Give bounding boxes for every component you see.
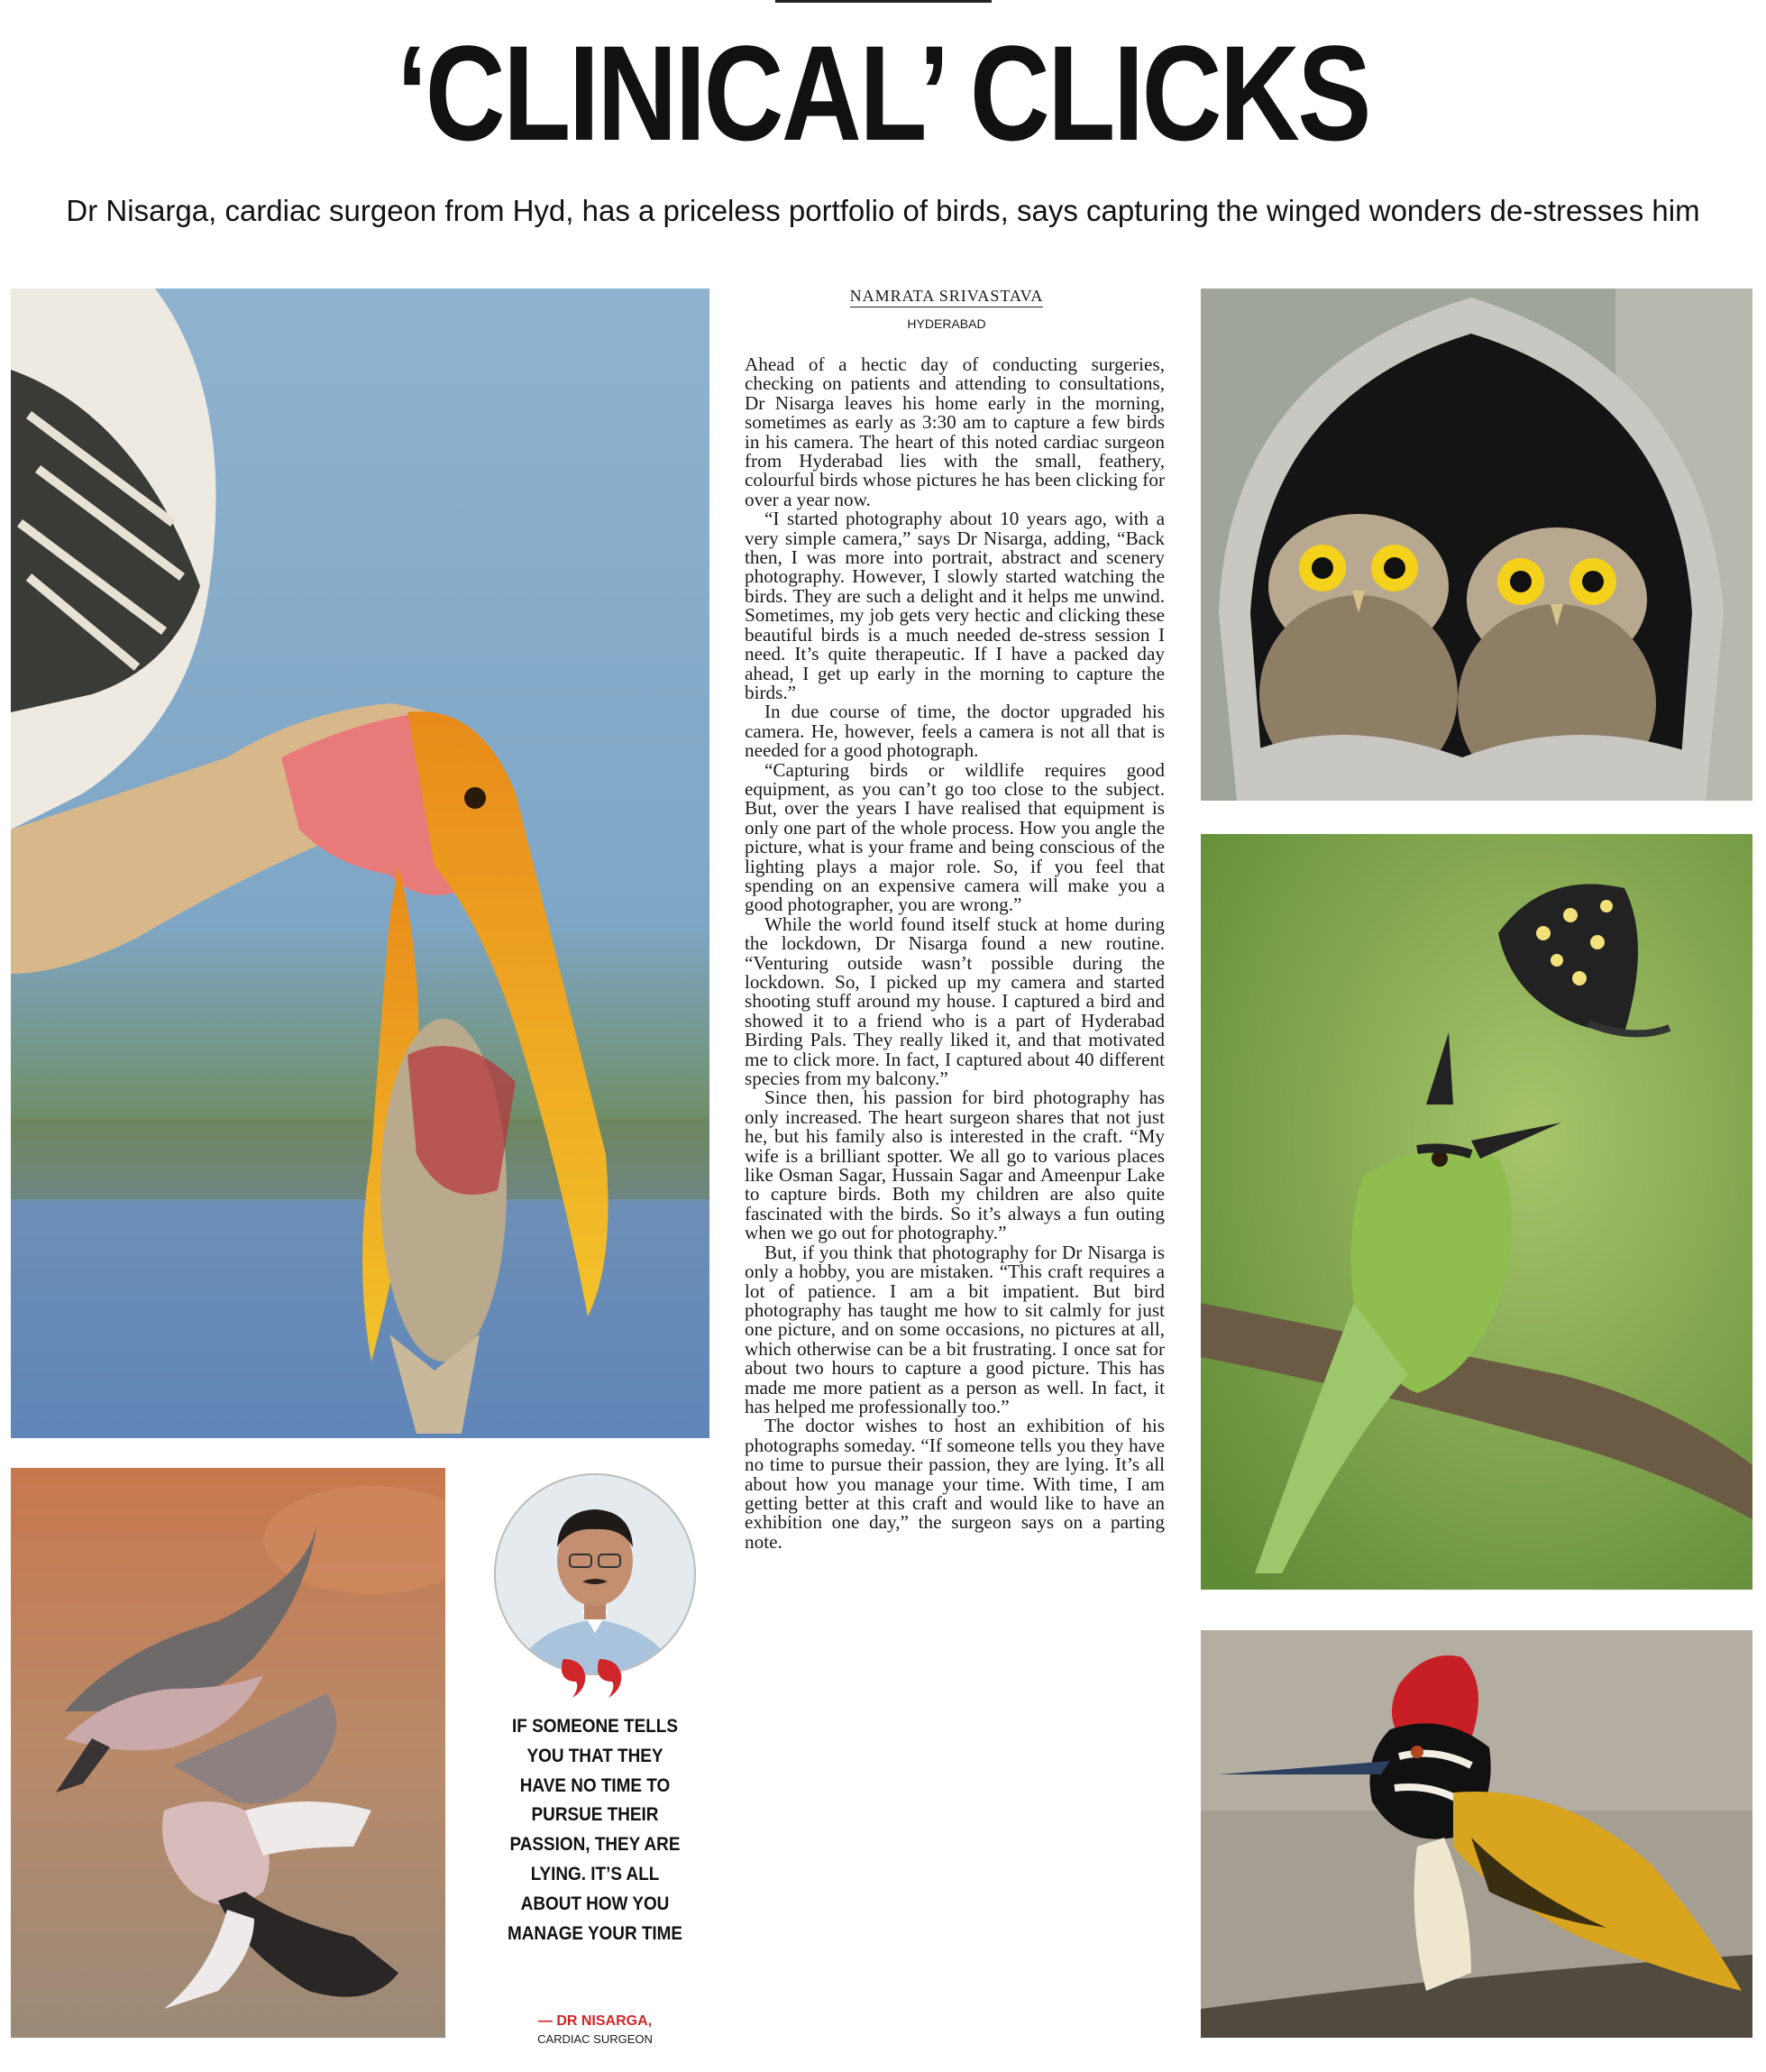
flameback-woodpecker-photo — [1201, 1630, 1752, 2038]
article-paragraph: “Capturing birds or wildlife requires good equipment, as you can’t go too close to the subject. But, over the years I have realised that equipment is only one part of the whole process. How you angle the picture, what is your frame and being conscious of the lighting plays a major role. So, if you feel that spending on an expensive camera will make you a good photographer, you are wrong.” — [745, 758, 1165, 916]
article-paragraph: But, if you think that photography for Dr Nisarga is only a hobby, you are mistaken. “This craft requires a lot of patience. I am a bit impatient. But bird photography has taught me how to sit calmly for just one picture, and on some occasions, no pictures at all, which otherwise can be a bit frustrating. I once sat for about two hours to capture a good picture. This has made me more patient as a person as well. In fact, it has helped me professionally too.” — [745, 1241, 1165, 1417]
article-body — [745, 355, 1165, 2046]
article-paragraph: The doctor wishes to host an exhibition of his photographs someday. “If someone tells you they have no time to pursue their passion, they are lying. It’s all about how you manage your time. With time, I am getting better at this craft and would like to have an exhibition one day,” the surgeon says on a parting note. — [745, 1415, 1165, 1553]
article-paragraph: “I started photography about 10 years ago, with a very simple camera,” says Dr Nisarga, adding, “Back then, I was more into portrait, abstract and scenery photography. However, I slowly started watching the birds. They are such a delight and it helps me unwind. Sometimes, my job gets very hectic and clicking these beautiful birds is a much needed de-stress session I need. It’s quite therapeutic. If I have a packed day ahead, I get up early in the morning to capture the birds.” — [745, 508, 1165, 703]
painted-stork-photo — [11, 289, 709, 1438]
spotted-doves-photo — [11, 1468, 445, 2038]
article-paragraph: In due course of time, the doctor upgraded his camera. He, however, feels a camera is not all that is needed for a good photograph. — [745, 701, 1165, 762]
pull-quote-role: CARDIAC SURGEON — [537, 2032, 653, 2046]
pull-quote-attribution — [490, 2012, 700, 2031]
byline-name: NAMRATA SRIVASTAVA — [850, 287, 1044, 307]
dr-nisarga-portrait — [494, 1473, 696, 1675]
pull-quote-text: IF SOMEONE TELLS YOU THAT THEY HAVE NO TIME TO PURSUE THEIR PASSION, THEY ARE LYING. IT’S ALL ABOUT HOW YOU MANAGE YOUR TIME — [507, 1715, 683, 1944]
headline: ‘CLINICAL’ CLICKS — [397, 17, 1369, 169]
quote-mark-icon — [554, 1655, 636, 1700]
spotted-owlets-photo — [1201, 289, 1752, 801]
byline — [793, 286, 1100, 306]
subheadline: Dr Nisarga, cardiac surgeon from Hyd, has a priceless portfolio of birds, says capturing the winged wonders de-stresses him — [66, 194, 1700, 227]
bee-eater-butterfly-photo — [1201, 834, 1752, 1590]
pull-quote-attribution-text: — DR NISARGA, — [537, 2013, 653, 2029]
article-paragraph: While the world found itself stuck at home during the lockdown, Dr Nisarga found a new routine. “Venturing outside wasn’t possible during the lockdown. So, I picked up my camera and started shooting stuff around my house. I captured a bird and showed it to a friend who is a part of Hyderabad Birding Pals. They really liked it, and that motivated me to click more. In fact, I captured about 40 different species from my balcony.” — [745, 912, 1165, 1090]
article-paragraph: Since then, his passion for bird photography has only increased. The heart surgeon shares that not just he, but his family also is interested in the craft. “My wife is a brilliant spotter. We all go to various places like Osman Sagar, Hussain Sagar and Ameenpur Lake to capture birds. Both my children are also quite fascinated with the birds. So it’s always a fun outing when we go out for photography.” — [745, 1086, 1165, 1244]
dateline: HYDERABAD — [907, 316, 986, 331]
article-paragraph: Ahead of a hectic day of conducting surgeries, checking on patients and attending to consultations, Dr Nisarga leaves his home early in the morning, sometimes as early as 3:30 am to capture a few birds in his camera. The heart of this noted cardiac surgeon from Hyderabad lies with the small, feathery, colourful birds whose pictures he has been clicking for over a year now. — [745, 353, 1165, 510]
top-rule — [775, 0, 992, 8]
